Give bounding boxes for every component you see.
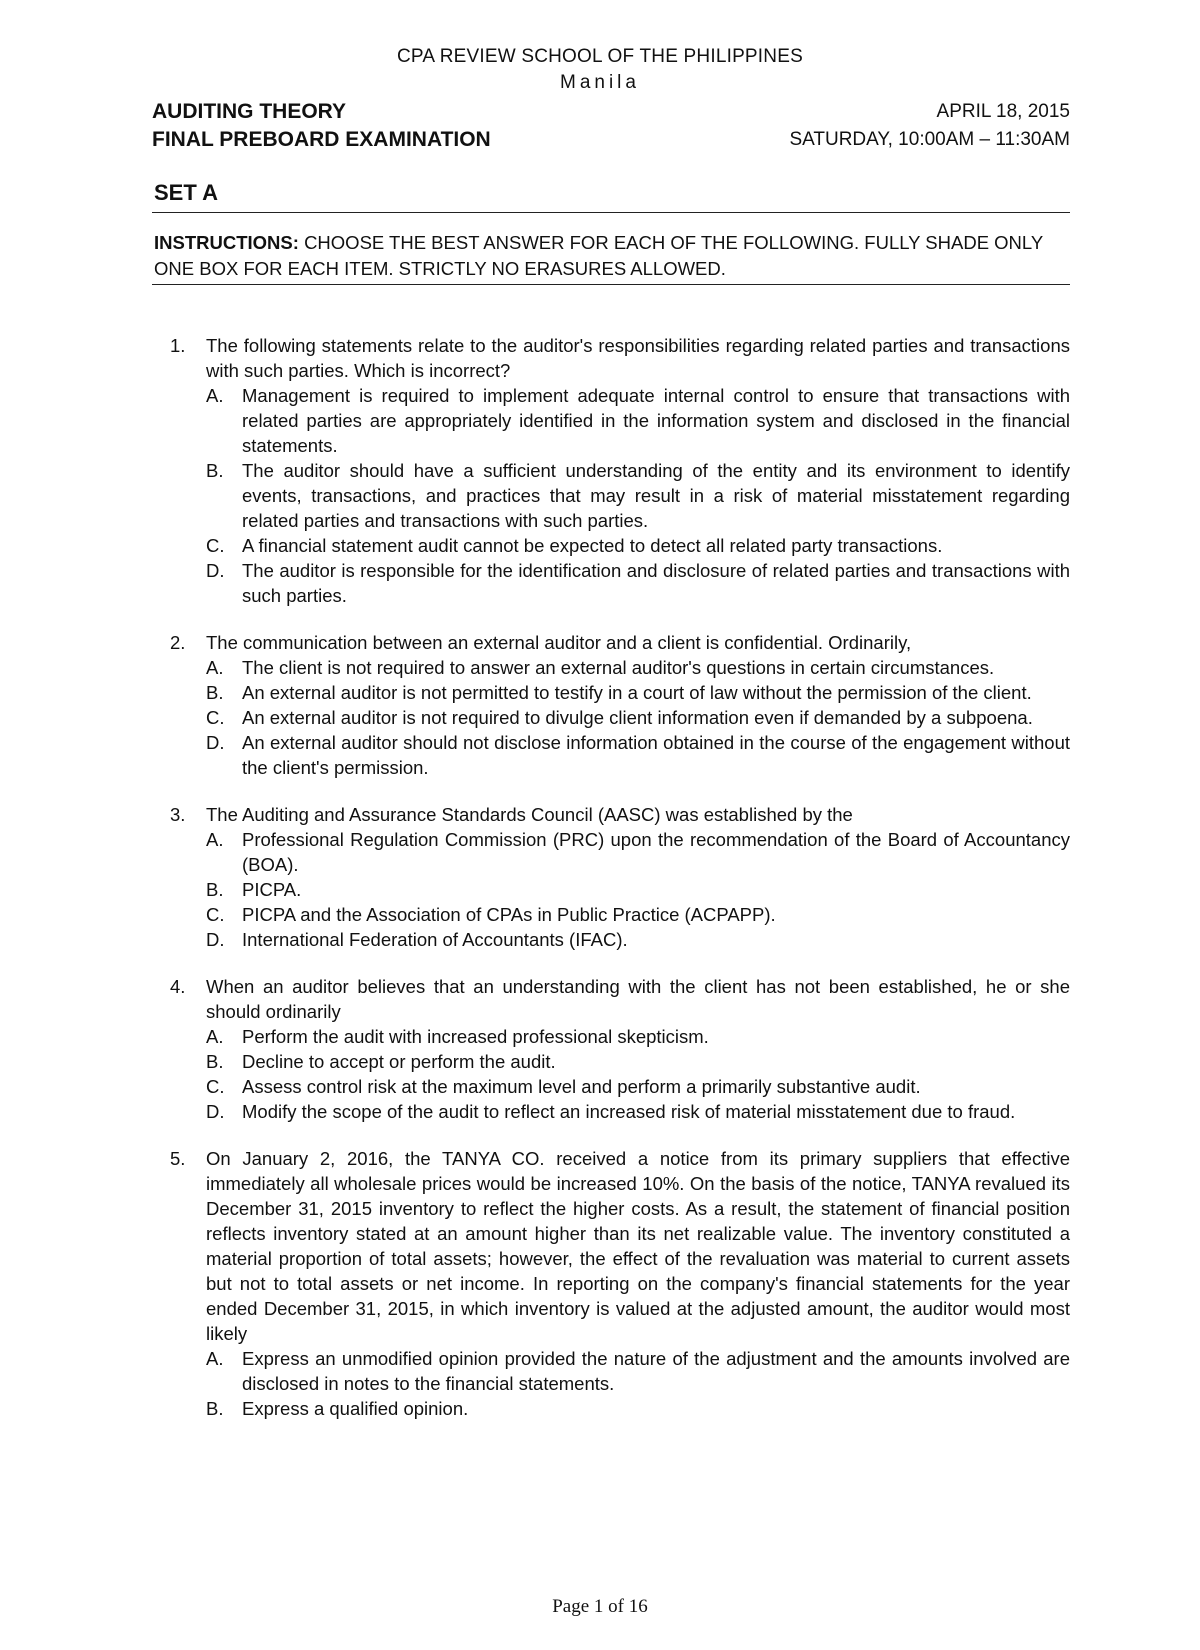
answer-option	[206, 705, 1070, 730]
question-item	[170, 1146, 1070, 1421]
exam-title-block	[152, 98, 491, 154]
answer-option	[206, 558, 1070, 608]
question-number: 1.	[170, 335, 186, 356]
answer-option	[206, 1099, 1070, 1124]
question-stem: When an auditor believes that an understanding with the client has not been established, he or she should ordinarily	[206, 976, 1070, 1022]
answer-option	[206, 1346, 1070, 1396]
option-text: The auditor is responsible for the identification and disclosure of related parties and transactions with such parties.	[242, 560, 1070, 606]
option-letter: D.	[206, 560, 225, 581]
option-letter: A.	[206, 829, 224, 850]
option-letter: A.	[206, 657, 224, 678]
option-letter: C.	[206, 904, 225, 925]
option-text: PICPA.	[242, 879, 302, 900]
option-text: The client is not required to answer an external auditor's questions in certain circumstances.	[242, 657, 995, 678]
question-number: 3.	[170, 804, 186, 825]
option-letter: B.	[206, 1051, 224, 1072]
option-letter: A.	[206, 385, 224, 406]
set-label: SET A	[154, 180, 218, 205]
option-letter: B.	[206, 460, 224, 481]
exam-title: FINAL PREBOARD EXAMINATION	[152, 128, 491, 151]
question-stem: The communication between an external auditor and a client is confidential. Ordinarily,	[206, 632, 912, 653]
option-letter: B.	[206, 682, 224, 703]
answer-option	[206, 1074, 1070, 1099]
question-item	[170, 630, 1070, 780]
option-text: An external auditor should not disclose information obtained in the course of the engagement without the client's permission.	[242, 732, 1070, 778]
option-letter: B.	[206, 1398, 224, 1419]
option-letter: C.	[206, 1076, 225, 1097]
page-number: Page 1 of 16	[552, 1596, 648, 1617]
option-letter: C.	[206, 535, 225, 556]
answer-option	[206, 927, 1070, 952]
question-item	[170, 974, 1070, 1124]
option-text: Professional Regulation Commission (PRC) upon the recommendation of the Board of Accountancy (BOA).	[242, 829, 1070, 875]
answer-option	[206, 902, 1070, 927]
option-letter: A.	[206, 1348, 224, 1369]
instructions-text: CHOOSE THE BEST ANSWER FOR EACH OF THE FOLLOWING. FULLY SHADE ONLY ONE BOX FOR EACH ITEM. STRICTLY NO ERASURES ALLOWED.	[154, 232, 1043, 279]
answer-option	[206, 730, 1070, 780]
question-number: 2.	[170, 632, 186, 653]
question-stem: The following statements relate to the auditor's responsibilities regarding related parties and transactions with such parties. Which is incorrect?	[206, 335, 1070, 381]
answer-option	[206, 383, 1070, 458]
option-text: Modify the scope of the audit to reflect an increased risk of material misstatement due to fraud.	[242, 1101, 1016, 1122]
option-letter: C.	[206, 707, 225, 728]
option-text: A financial statement audit cannot be expected to detect all related party transactions.	[242, 535, 943, 556]
question-item	[170, 802, 1070, 952]
option-text: An external auditor is not permitted to testify in a court of law without the permission of the client.	[242, 682, 1032, 703]
question-item	[170, 333, 1070, 608]
answer-option	[206, 533, 1070, 558]
answer-option	[206, 827, 1070, 877]
option-letter: D.	[206, 732, 225, 753]
exam-date-block	[789, 98, 1070, 154]
instructions-label: INSTRUCTIONS:	[154, 232, 299, 253]
option-text: The auditor should have a sufficient understanding of the entity and its environment to identify events, transactions, and practices that may result in a risk of material misstatement regarding related parties and transactions with such parties.	[242, 460, 1070, 531]
option-letter: D.	[206, 1101, 225, 1122]
exam-date: APRIL 18, 2015	[936, 101, 1070, 122]
school-name: CPA REVIEW SCHOOL OF THE PHILIPPINES	[397, 46, 803, 67]
subject-title: AUDITING THEORY	[152, 100, 347, 123]
option-text: PICPA and the Association of CPAs in Public Practice (ACPAPP).	[242, 904, 776, 925]
answer-option	[206, 458, 1070, 533]
question-stem: The Auditing and Assurance Standards Council (AASC) was established by the	[206, 804, 853, 825]
answer-option	[206, 655, 1070, 680]
divider-top	[152, 212, 1070, 213]
option-text: Express an unmodified opinion provided the nature of the adjustment and the amounts involved are disclosed in notes to the financial statements.	[242, 1348, 1070, 1394]
answer-option	[206, 1024, 1070, 1049]
question-stem: On January 2, 2016, the TANYA CO. received a notice from its primary suppliers that effective immediately all wholesale prices would be increased 10%. On the basis of the notice, TANYA revalued its December 31, 2015 inventory to reflect the higher costs. As a result, the statement of financial position reflects inventory stated at an amount higher than its net realizable value. The inventory constituted a material proportion of total assets; however, the effect of the revaluation was material to current assets but not to total assets or net income. In reporting on the company's financial statements for the year ended December 31, 2015, in which inventory is valued at the adjusted amount, the auditor would most likely	[206, 1148, 1070, 1344]
instructions	[154, 230, 1070, 282]
option-text: Express a qualified opinion.	[242, 1398, 469, 1419]
divider-bottom	[152, 284, 1070, 285]
question-number: 5.	[170, 1148, 186, 1169]
answer-option	[206, 680, 1070, 705]
option-letter: A.	[206, 1026, 224, 1047]
answer-option	[206, 1049, 1070, 1074]
school-city: Manila	[560, 72, 640, 93]
option-text: International Federation of Accountants (IFAC).	[242, 929, 628, 950]
option-letter: D.	[206, 929, 225, 950]
exam-schedule: SATURDAY, 10:00AM – 11:30AM	[789, 129, 1070, 150]
option-text: Decline to accept or perform the audit.	[242, 1051, 556, 1072]
answer-option	[206, 1396, 1070, 1421]
option-letter: B.	[206, 879, 224, 900]
option-text: An external auditor is not required to divulge client information even if demanded by a subpoena.	[242, 707, 1033, 728]
question-number: 4.	[170, 976, 186, 997]
answer-option	[206, 877, 1070, 902]
option-text: Management is required to implement adequate internal control to ensure that transactions with related parties are appropriately identified in the information system and disclosed in the financial statements.	[242, 385, 1070, 456]
option-text: Assess control risk at the maximum level and perform a primarily substantive audit.	[242, 1076, 921, 1097]
option-text: Perform the audit with increased professional skepticism.	[242, 1026, 709, 1047]
question-list	[170, 333, 1070, 1443]
